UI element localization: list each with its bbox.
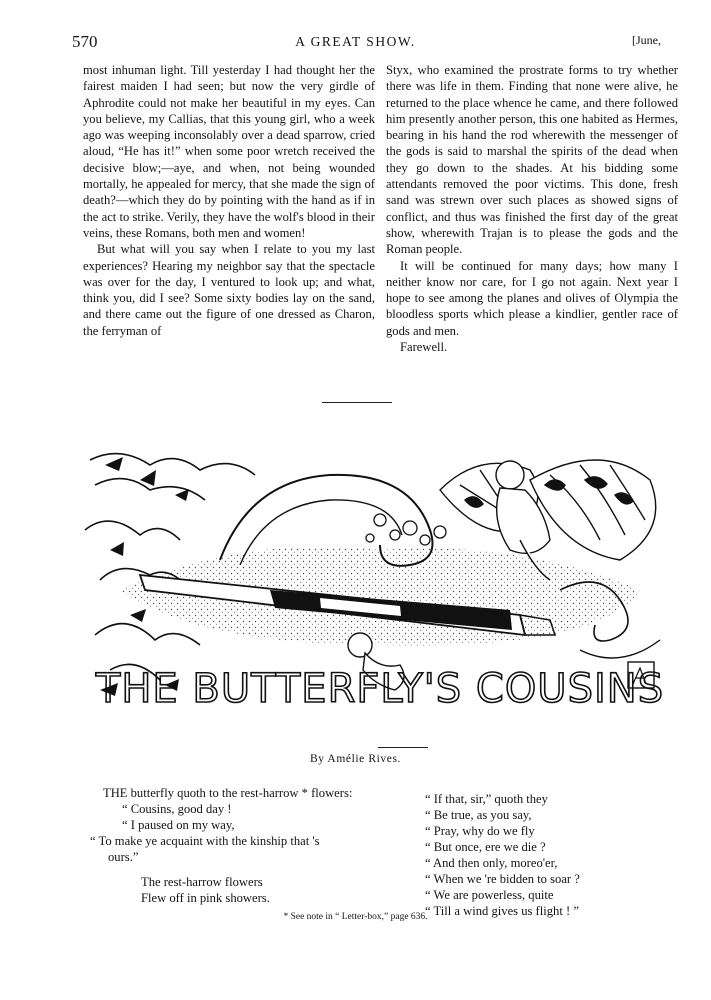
running-month: [June,: [632, 33, 661, 47]
poem-line: The rest-harrow flowers: [141, 875, 263, 889]
poem-line: “ To make ye acquaint with the kinship that 's: [90, 834, 320, 848]
poem-line: THE butterfly quoth to the rest-harrow * flowers:: [103, 786, 353, 800]
poem-line: “ If that, sir,” quoth they: [425, 792, 548, 806]
poem-line: “ Be true, as you say,: [425, 808, 532, 822]
page-number: 570: [72, 32, 98, 51]
paragraph: But what will you say when I relate to you my last experiences? Hearing my neighbor say that the spectacle was over for the day, I ventured to look up; and what, think you, did I see? Some sixty bodies lay on the sand, and there came out the figure of one dressed as Charon, the ferryman of: [83, 242, 375, 338]
paragraph: most inhuman light. Till yesterday I had thought her the fairest maiden I had seen; but now the very girdle of Aphrodite could not make her beautiful in my eyes. Can you believe, my Callias, that this young girl, who a week ago was weeping inconsolably over a dead sparrow, cried aloud, “He has it!” when some poor wretch received the decisive blow;—aye, and when, not being wounded mortally, he appealed for mercy, that she made the sign of death?—which they do by pointing with the hand as if in the act to strike. Verily, they have the wolf's blood in their veins, these Romans, both men and women!: [83, 63, 375, 240]
poem-line: “ I paused on my way,: [122, 818, 235, 832]
paragraph: Farewell.: [400, 340, 448, 355]
poem-line: “ When we 're bidden to soar ?: [425, 872, 580, 886]
poem-line: “ Pray, why do we fly: [425, 824, 535, 838]
paragraph: It will be continued for many days; how many I neither know nor care, for I go not again. Next year I hope to see among the planes and olives of Olympia the bloodless sports which please a kindlier, gentler race of gods and men.: [386, 258, 678, 338]
running-title: A GREAT SHOW.: [295, 34, 416, 49]
poem-line: Flew off in pink showers.: [141, 891, 270, 905]
poem-line: “ We are powerless, quite: [425, 888, 554, 902]
poem-line: ours.”: [108, 850, 139, 864]
byline: By Amélie Rives.: [309, 753, 402, 765]
poem-line: “ And then only, moreo'er,: [425, 856, 558, 870]
poem-line: “ But once, ere we die ?: [425, 840, 546, 854]
illustration-title: THE BUTTERFLY'S COUSINS: [95, 666, 665, 712]
poem-line: “ Till a wind gives us flight ! ”: [425, 904, 579, 918]
poem-line: “ Cousins, good day !: [122, 802, 232, 816]
footnote: * See note in “ Letter-box,” page 636.: [283, 912, 428, 922]
paragraph: Styx, who examined the prostrate forms to try whether there was life in them. Finding that none were alive, he returned to the place whence he came, and there followed him presently another person, this one habited as Hermes, bearing in his hand the rod wherewith the messenger of the gods is said to marshal the spirits of the dead when they go down to the shades. At his bidding some attendants removed the poor victims. This done, fresh sand was strewn over such places as showed signs of conflict, and thus was finished the first day of the great show, wherewith Trajan is to please the gods and the Roman people.: [386, 63, 678, 257]
